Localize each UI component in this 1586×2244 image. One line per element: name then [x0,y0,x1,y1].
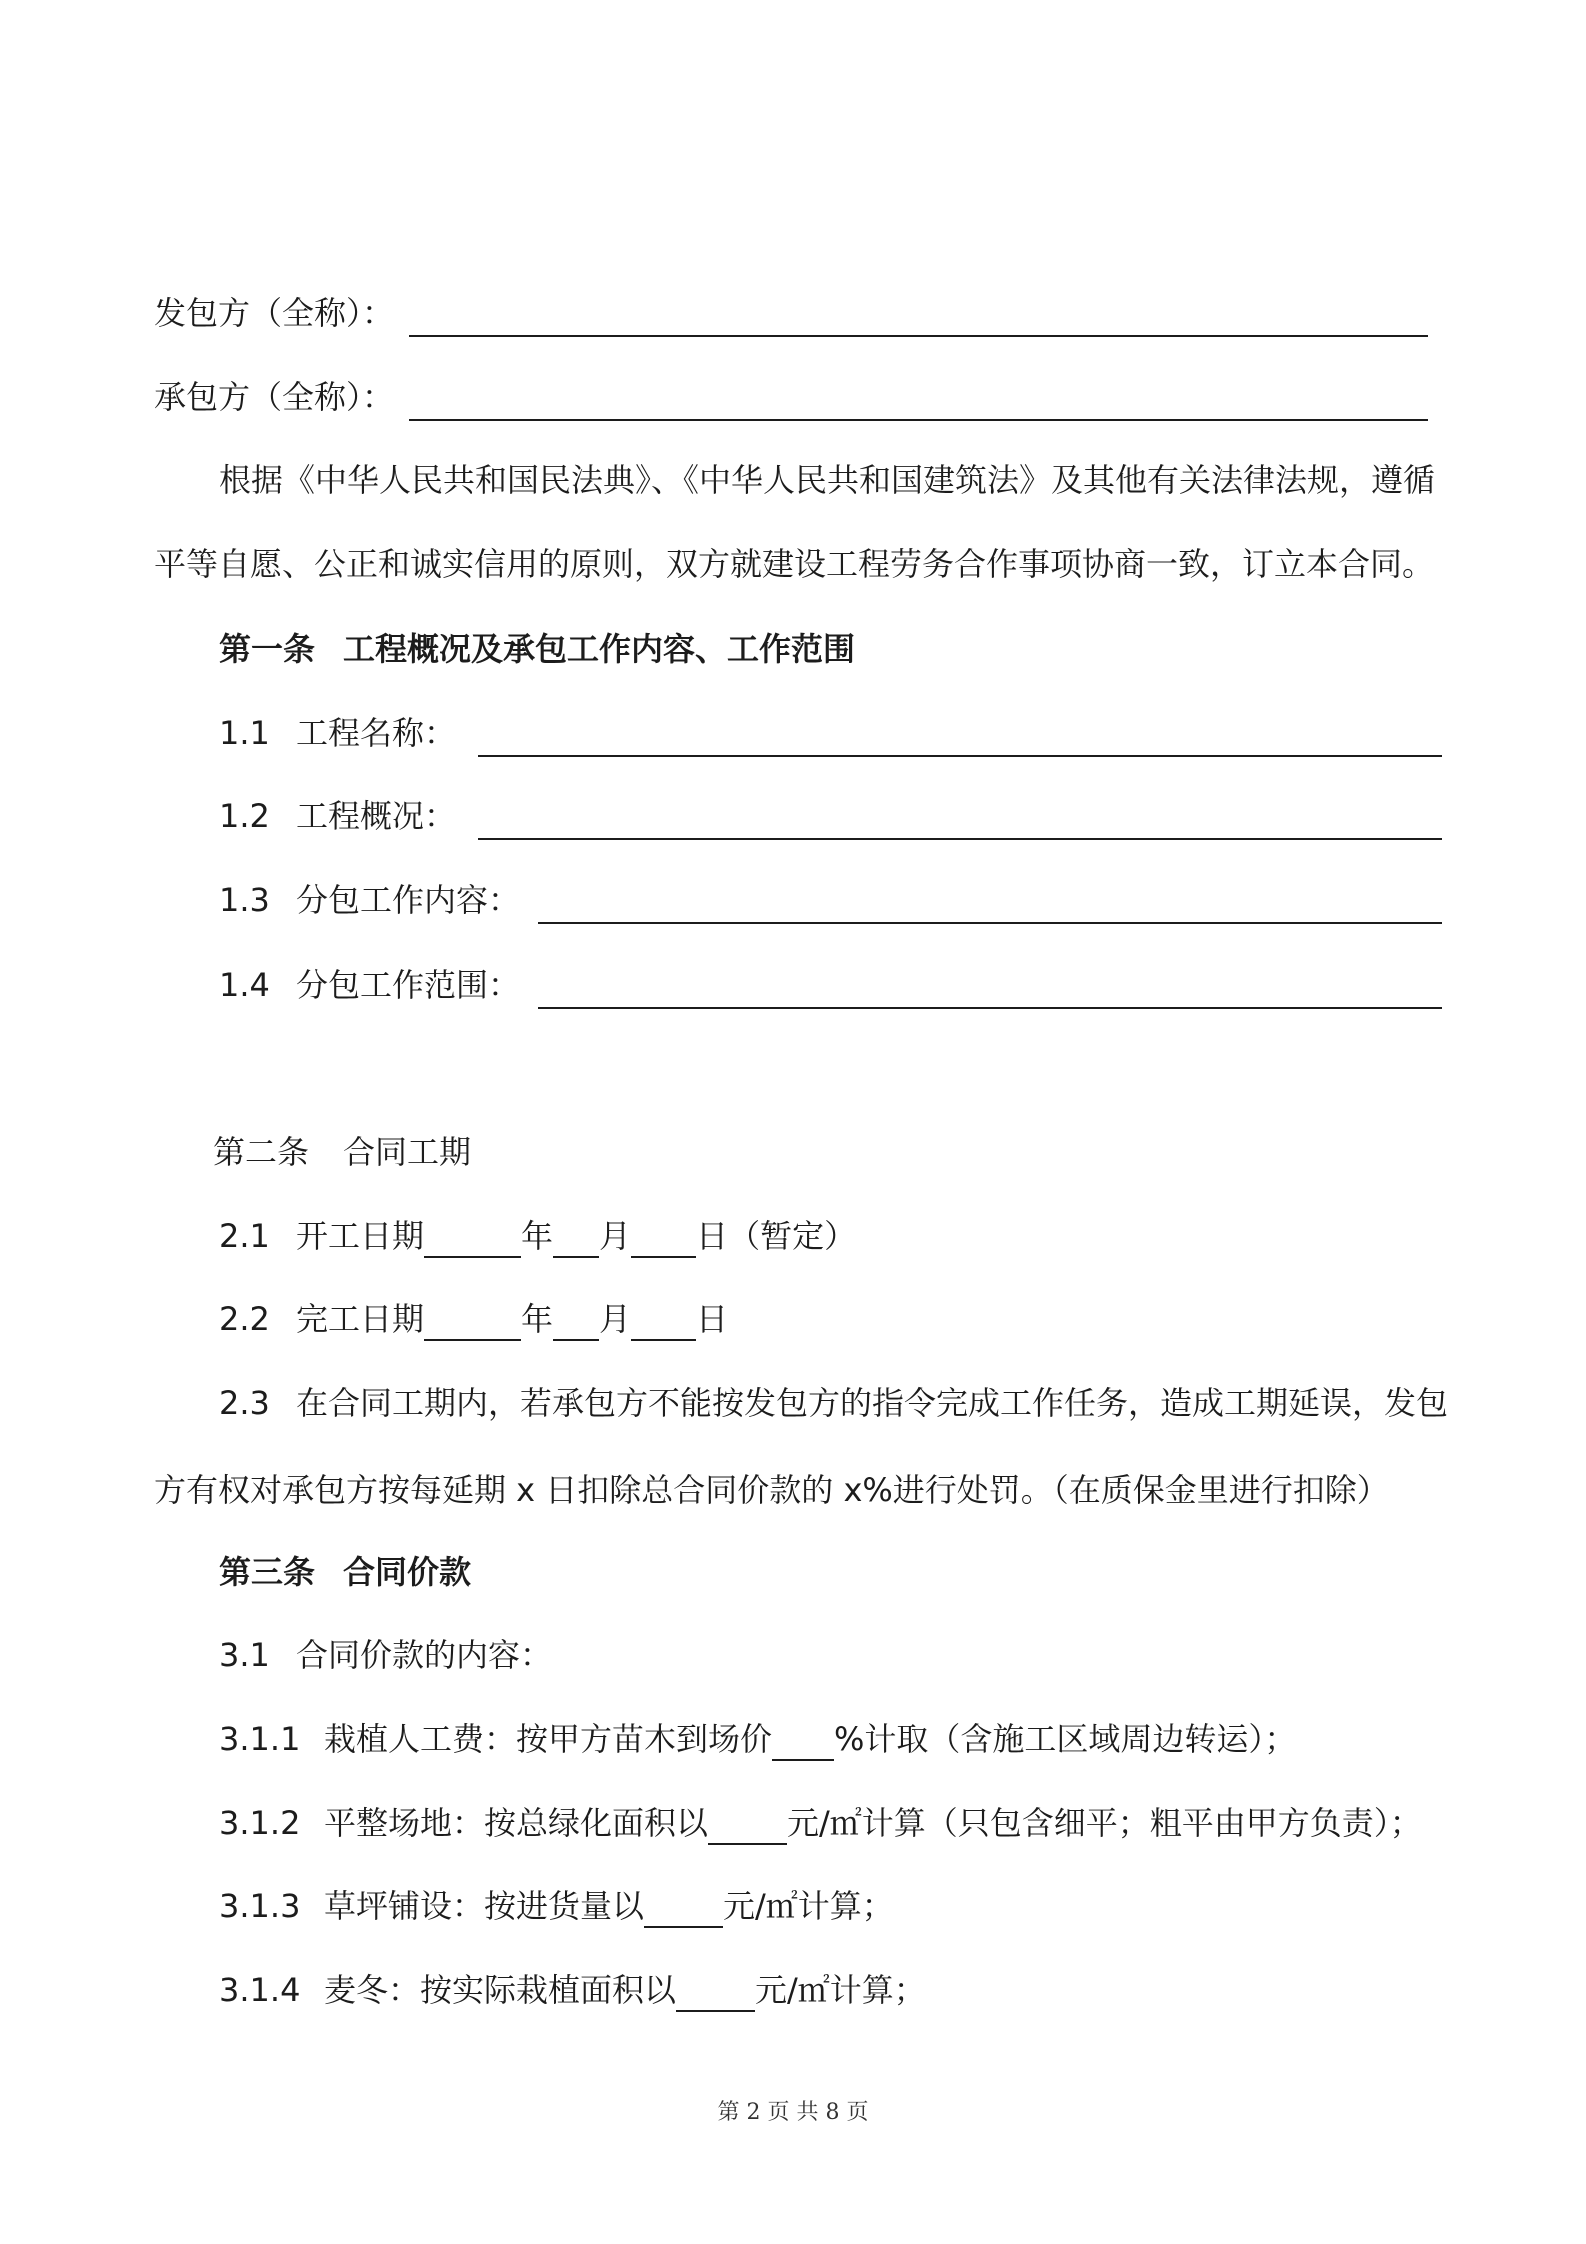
clause-number: 1.1 [219,714,270,752]
employer-label: 发包方（全称）： [154,294,395,332]
clause-text-before: 草坪铺设：按进货量以 [324,1887,645,1925]
employer-row [154,293,1428,333]
clause-3-1-2 [219,1803,1422,1843]
article-1-title: 工程概况及承包工作内容、工作范围 [343,630,856,668]
price-blank [644,1886,723,1928]
employer-name-blank [409,293,1428,337]
clause-3-1-4 [219,1970,926,2010]
article-1-heading [219,629,855,669]
subcontract-content-blank [538,880,1442,924]
clause-label: 工程概况： [296,797,457,835]
clause-text-after: 元/㎡计算； [723,1887,894,1925]
start-month-blank [553,1216,599,1258]
clause-number: 1.3 [219,881,270,919]
contractor-label: 承包方（全称）： [154,378,395,416]
clause-1-4 [219,965,1442,1005]
preamble-line-2: 平等自愿、公正和诚实信用的原则，双方就建设工程劳务合作事项协商一致，订立本合同。 [154,545,1435,583]
clause-text-after: %计取（含施工区域周边转运）； [834,1720,1297,1758]
end-month-blank [553,1299,599,1341]
year-label: 年 [521,1300,554,1338]
clause-number: 3.1.2 [219,1804,301,1842]
delay-text-line-1: 在合同工期内，若承包方不能按发包方的指令完成工作任务，造成工期延误，发包 [296,1384,1449,1422]
article-3-number: 第三条 [219,1553,316,1591]
start-year-blank [424,1216,521,1258]
project-name-blank [478,713,1442,757]
price-blank [676,1970,755,2012]
end-date-label: 完工日期 [296,1300,425,1338]
clause-number: 1.4 [219,966,270,1004]
subcontract-scope-blank [538,965,1442,1009]
clause-2-3-line-2: 方有权对承包方按每延期 x 日扣除总合同价款的 x%进行处罚。（在质保金里进行扣除） [154,1471,1389,1509]
clause-2-1 [219,1216,856,1256]
tentative-note: （暂定） [728,1217,857,1255]
clause-1-2 [219,796,1442,836]
contractor-row [154,377,1428,417]
price-blank [708,1803,787,1845]
clause-3-1-3 [219,1886,894,1926]
project-overview-blank [478,796,1442,840]
month-label: 月 [599,1217,632,1255]
article-2-number: 第二条 [213,1133,310,1171]
clause-3-1 [219,1635,552,1675]
end-year-blank [424,1299,521,1341]
clause-text-before: 麦冬：按实际栽植面积以 [324,1971,677,2009]
start-date-label: 开工日期 [296,1217,425,1255]
clause-number: 3.1.3 [219,1887,301,1925]
clause-3-1-1 [219,1719,1296,1759]
clause-text-before: 平整场地：按总绿化面积以 [324,1804,709,1842]
clause-label: 分包工作内容： [296,881,521,919]
article-1-number: 第一条 [219,630,316,668]
day-label: 日 [696,1300,729,1338]
end-day-blank [631,1299,696,1341]
year-label: 年 [521,1217,554,1255]
clause-2-3-line-1 [219,1383,1448,1423]
start-day-blank [631,1216,696,1258]
month-label: 月 [599,1300,632,1338]
clause-number: 2.1 [219,1217,270,1255]
clause-number: 3.1 [219,1636,270,1674]
article-2-heading [213,1132,471,1172]
day-label: 日 [696,1217,729,1255]
clause-2-2 [219,1299,728,1339]
preamble-line-1: 根据《中华人民共和国民法典》、《中华人民共和国建筑法》及其他有关法律法规，遵循 [219,461,1436,499]
article-2-title: 合同工期 [343,1133,472,1171]
clause-text-before: 栽植人工费：按甲方苗木到场价 [324,1720,773,1758]
page-number-footer: 第 2 页 共 8 页 [717,2100,869,2125]
clause-text-after: 元/㎡计算； [755,1971,926,2009]
article-3-heading [219,1552,471,1592]
clause-number: 3.1.1 [219,1720,301,1758]
clause-text-after: 元/㎡计算（只包含细平；粗平由甲方负责）； [787,1804,1422,1842]
percent-blank [772,1719,834,1761]
clause-number: 3.1.4 [219,1971,301,2009]
clause-label: 合同价款的内容： [296,1636,553,1674]
clause-label: 工程名称： [296,714,457,752]
clause-1-3 [219,880,1442,920]
clause-label: 分包工作范围： [296,966,521,1004]
contractor-name-blank [409,377,1428,421]
clause-number: 1.2 [219,797,270,835]
clause-number: 2.2 [219,1300,270,1338]
article-3-title: 合同价款 [343,1553,472,1591]
clause-1-1 [219,713,1442,753]
clause-number: 2.3 [219,1384,270,1422]
